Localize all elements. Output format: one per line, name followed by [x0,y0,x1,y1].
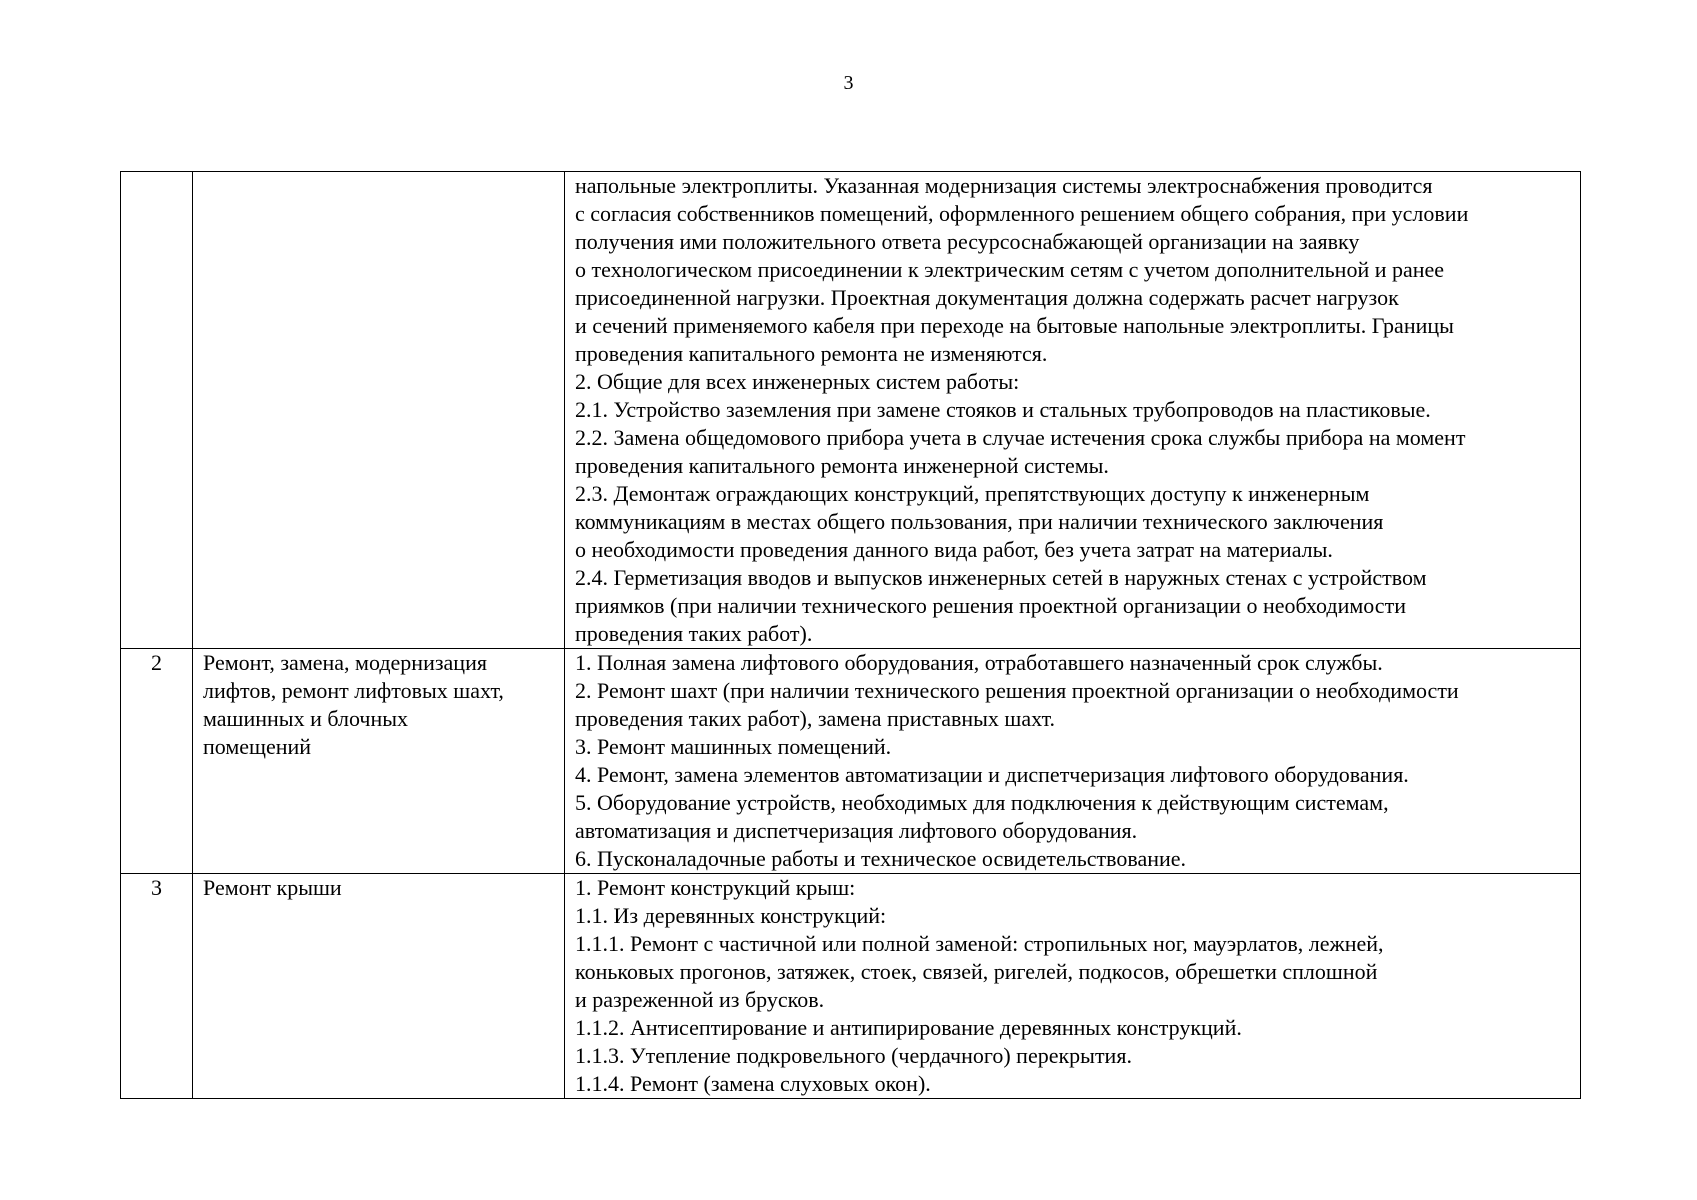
work-content-line: коммуникациям в местах общего пользования, при наличии технического заключения [575,509,1384,534]
work-content-line: автоматизация и диспетчеризация лифтового оборудования. [575,818,1138,843]
work-content-line: 1. Полная замена лифтового оборудования, отработавшего назначенный срок службы. [575,650,1383,675]
work-content-line: 1. Ремонт конструкций крыш: [575,875,856,900]
work-content-cell [565,649,1581,874]
row-number-cell [121,172,193,649]
work-content-line: 2.2. Замена общедомового прибора учета в случае истечения срока службы прибора на момент [575,425,1466,450]
work-content-line: о технологическом присоединении к электрическим сетям с учетом дополнительной и ранее [575,257,1445,282]
work-content-line: 5. Оборудование устройств, необходимых для подключения к действующим системам, [575,790,1389,815]
work-content-line: напольные электроплиты. Указанная модернизация системы электроснабжения проводится [575,173,1433,198]
work-content-line: коньковых прогонов, затяжек, стоек, связей, ригелей, подкосов, обрешетки сплошной [575,959,1378,984]
work-content-line: получения ими положительного ответа ресурсоснабжающей организации на заявку [575,229,1360,254]
work-content-cell [565,874,1581,1099]
work-content-line: 2.3. Демонтаж ограждающих конструкций, препятствующих доступу к инженерным [575,481,1370,506]
work-content-line: 2.1. Устройство заземления при замене стояков и стальных трубопроводов на пластиковые. [575,397,1431,422]
work-content-line: 1.1.2. Антисептирование и антипирирование деревянных конструкций. [575,1015,1242,1040]
row-number-cell: 2 [121,649,193,874]
work-type-line: лифтов, ремонт лифтовых шахт, [203,678,504,703]
work-content-line: проведения капитального ремонта не изменяются. [575,341,1048,366]
work-content-line: и разреженной из брусков. [575,987,825,1012]
work-content-line: 6. Пусконаладочные работы и техническое освидетельствование. [575,846,1187,871]
work-type-line: Ремонт крыши [203,875,342,900]
work-content-cell [565,172,1581,649]
work-type-cell [193,874,565,1099]
work-type-cell [193,649,565,874]
work-content-line: приямков (при наличии технического решения проектной организации о необходимости [575,593,1406,618]
row-number-cell: 3 [121,874,193,1099]
work-type-line: машинных и блочных [203,706,409,731]
table-row [121,874,1581,1099]
work-content-line: 2. Общие для всех инженерных систем работы: [575,369,1020,394]
table-row [121,649,1581,874]
work-content-line: 4. Ремонт, замена элементов автоматизации и диспетчеризация лифтового оборудования. [575,762,1409,787]
work-content-line: 1.1.4. Ремонт (замена слуховых окон). [575,1071,931,1096]
page-number: 3 [843,72,854,94]
works-table-body [121,172,1581,1099]
work-content-line: с согласия собственников помещений, оформленного решением общего собрания, при условии [575,201,1469,226]
works-table [120,171,1581,1099]
work-content-line: 2. Ремонт шахт (при наличии технического решения проектной организации о необходимости [575,678,1459,703]
table-row [121,172,1581,649]
work-type-cell [193,172,565,649]
work-content-line: 2.4. Герметизация вводов и выпусков инженерных сетей в наружных стенах с устройством [575,565,1427,590]
work-content-line: проведения таких работ), замена приставных шахт. [575,706,1056,731]
work-type-line: помещений [203,734,312,759]
work-content-line: 3. Ремонт машинных помещений. [575,734,892,759]
work-content-line: 1.1.1. Ремонт с частичной или полной заменой: стропильных ног, мауэрлатов, лежней, [575,931,1384,956]
work-content-line: проведения капитального ремонта инженерной системы. [575,453,1109,478]
work-type-line: Ремонт, замена, модернизация [203,650,487,675]
work-content-line: проведения таких работ). [575,621,813,646]
work-content-line: и сечений применяемого кабеля при переходе на бытовые напольные электроплиты. Границы [575,313,1454,338]
work-content-line: о необходимости проведения данного вида работ, без учета затрат на материалы. [575,537,1333,562]
work-content-line: 1.1.3. Утепление подкровельного (чердачного) перекрытия. [575,1043,1132,1068]
work-content-line: присоединенной нагрузки. Проектная документация должна содержать расчет нагрузок [575,285,1399,310]
work-content-line: 1.1. Из деревянных конструкций: [575,903,887,928]
